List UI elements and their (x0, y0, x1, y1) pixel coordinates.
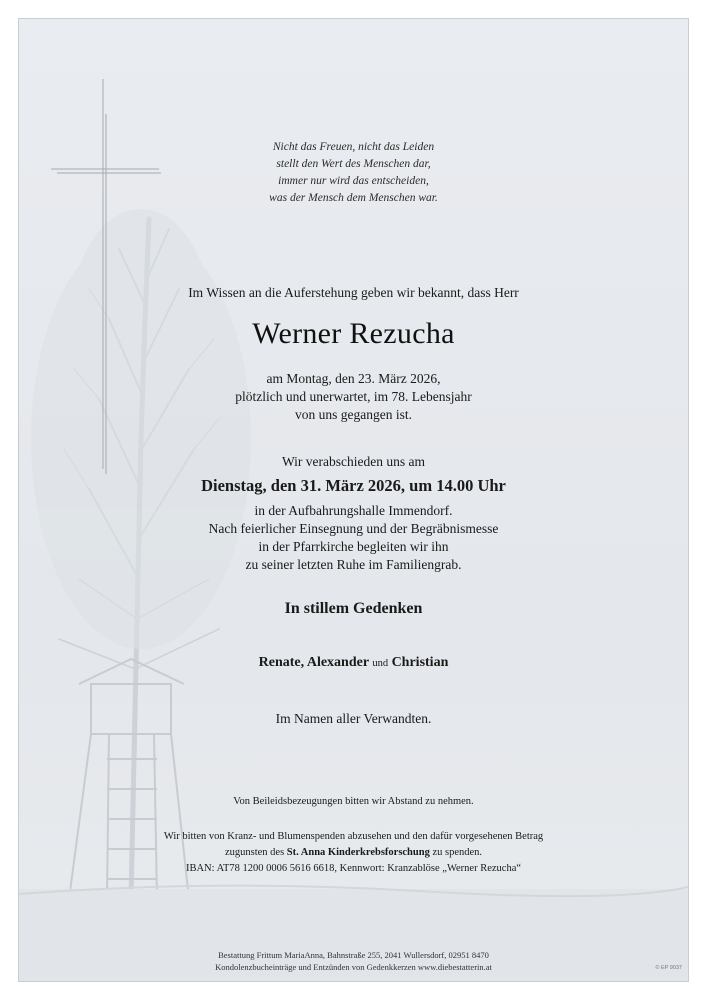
donation-post: zu spenden. (432, 847, 483, 858)
family-und: und (372, 658, 389, 669)
relatives-note: Im Namen aller Verwandten. (275, 711, 432, 726)
poem-line: Nicht das Freuen, nicht das Leiden (272, 141, 435, 153)
farewell-date: Dienstag, den 31. März 2026, um 14.00 Uhr (201, 476, 506, 495)
footer-line: Kondolenzbucheinträge und Entzünden von Gedenkkerzen www.diebestatterin.at (215, 962, 492, 972)
funeral-home-footer (19, 949, 688, 973)
remembrance-heading: In stillem Gedenken (284, 600, 423, 617)
ceremony-line: in der Aufbahrungshalle Immendorf. (254, 503, 453, 518)
death-line: von uns gegangen ist. (295, 407, 412, 422)
charity-name: St. Anna Kinderkrebsforschung (286, 847, 430, 858)
farewell-intro: Wir verabschieden uns am (281, 454, 426, 469)
death-line: plötzlich und unerwartet, im 78. Lebensjahr (235, 389, 472, 404)
family-names (19, 655, 688, 671)
donation-note (19, 829, 688, 877)
copyright-mark: © EP 9037 (655, 965, 682, 971)
deceased-name: Werner Rezucha (252, 317, 455, 350)
donation-line (19, 845, 688, 861)
ceremony-line: in der Pfarrkirche begleiten wir ihn (258, 539, 449, 554)
poem-line: was der Mensch dem Menschen war. (269, 192, 438, 204)
ceremony-details (19, 502, 688, 574)
poem (19, 139, 688, 207)
donation-pre: zugunsten des (224, 847, 285, 858)
ceremony-line: Nach feierlicher Einsegnung und der Begräbnismesse (208, 521, 499, 536)
poem-line: stellt den Wert des Menschen dar, (276, 158, 431, 170)
ceremony-line: zu seiner letzten Ruhe im Familiengrab. (245, 557, 462, 572)
family-last: Christian (391, 655, 449, 670)
death-line: am Montag, den 23. März 2026, (266, 371, 441, 386)
poem-line: immer nur wird das entscheiden, (278, 175, 429, 187)
condolence-note: Von Beileidsbezeugungen bitten wir Abstand zu nehmen. (233, 796, 474, 807)
footer-line: Bestattung Frittum MariaAnna, Bahnstraße 255, 2041 Wullersdorf, 02951 8470 (218, 950, 489, 960)
family-first: Renate, Alexander (258, 655, 369, 670)
announcement-intro: Im Wissen an die Auferstehung geben wir bekannt, dass Herr (188, 285, 519, 300)
iban-line: IBAN: AT78 1200 0006 5616 6618, Kennwort: Kranzablöse „Werner Rezucha“ (185, 863, 522, 874)
parte-card (18, 18, 689, 982)
death-details (19, 370, 688, 424)
donation-line: Wir bitten von Kranz- und Blumenspenden abzusehen und den dafür vorgesehenen Betrag (163, 831, 544, 842)
